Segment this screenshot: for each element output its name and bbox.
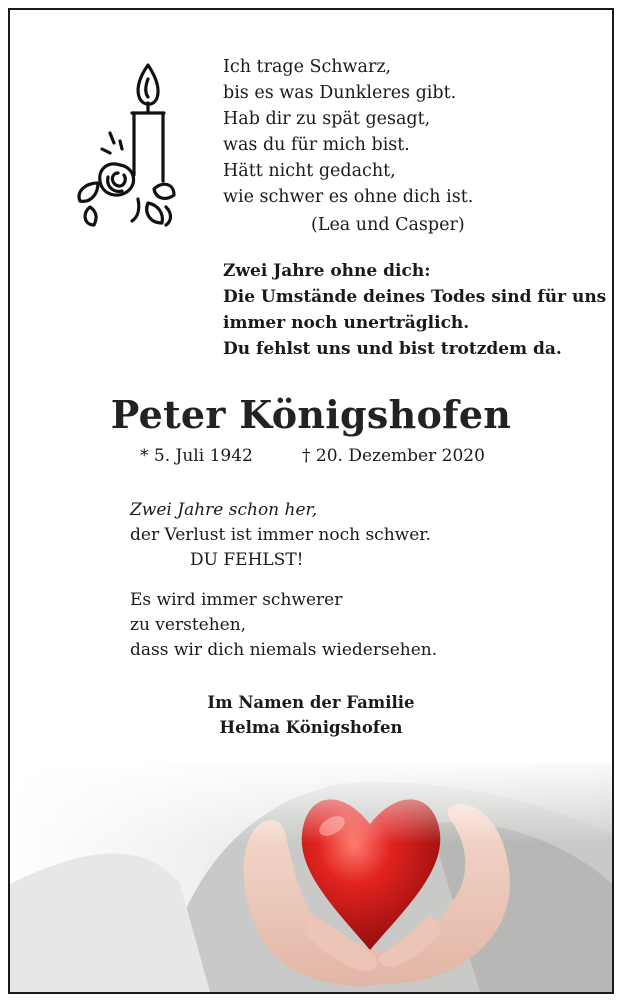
- dedication-line: Die Umstände deines Todes sind für uns: [223, 287, 607, 307]
- verse-one: [130, 498, 431, 573]
- verse-line: DU FEHLST!: [190, 550, 304, 570]
- poem-line: Ich trage Schwarz,: [223, 57, 392, 77]
- birth-date: * 5. Juli 1942: [140, 446, 253, 466]
- poem-line: Hätt nicht gedacht,: [223, 161, 396, 181]
- verse-line: Zwei Jahre schon her,: [130, 500, 318, 520]
- deceased-name: Peter Königshofen: [110, 392, 512, 437]
- obituary-notice: [8, 8, 614, 994]
- death-date: † 20. Dezember 2020: [302, 446, 485, 466]
- candle-with-rose-icon: [68, 57, 180, 235]
- signature-line: Helma Königshofen: [219, 718, 403, 737]
- poem-line: Hab dir zu spät gesagt,: [223, 109, 431, 129]
- signature-line: Im Namen der Familie: [207, 693, 415, 712]
- poem: [223, 54, 473, 238]
- verse-line: zu verstehen,: [130, 615, 247, 635]
- verse-line: Es wird immer schwerer: [130, 590, 343, 610]
- verse-line: der Verlust ist immer noch schwer.: [130, 525, 431, 545]
- dedication-line: Zwei Jahre ohne dich:: [223, 261, 431, 281]
- poem-line: was du für mich bist.: [223, 135, 410, 155]
- family-signature: [10, 690, 612, 740]
- heart-in-hands-photo: [10, 764, 612, 992]
- dedication-line: Du fehlst uns und bist trotzdem da.: [223, 339, 562, 359]
- dedication-line: immer noch unerträglich.: [223, 313, 470, 333]
- poem-line: bis es was Dunkleres gibt.: [223, 83, 457, 103]
- verse-two: [130, 588, 437, 663]
- verse-line: dass wir dich niemals wiedersehen.: [130, 640, 438, 660]
- dedication: [223, 258, 606, 362]
- poem-line: wie schwer es ohne dich ist.: [223, 187, 474, 207]
- poem-credit: (Lea und Casper): [311, 215, 465, 235]
